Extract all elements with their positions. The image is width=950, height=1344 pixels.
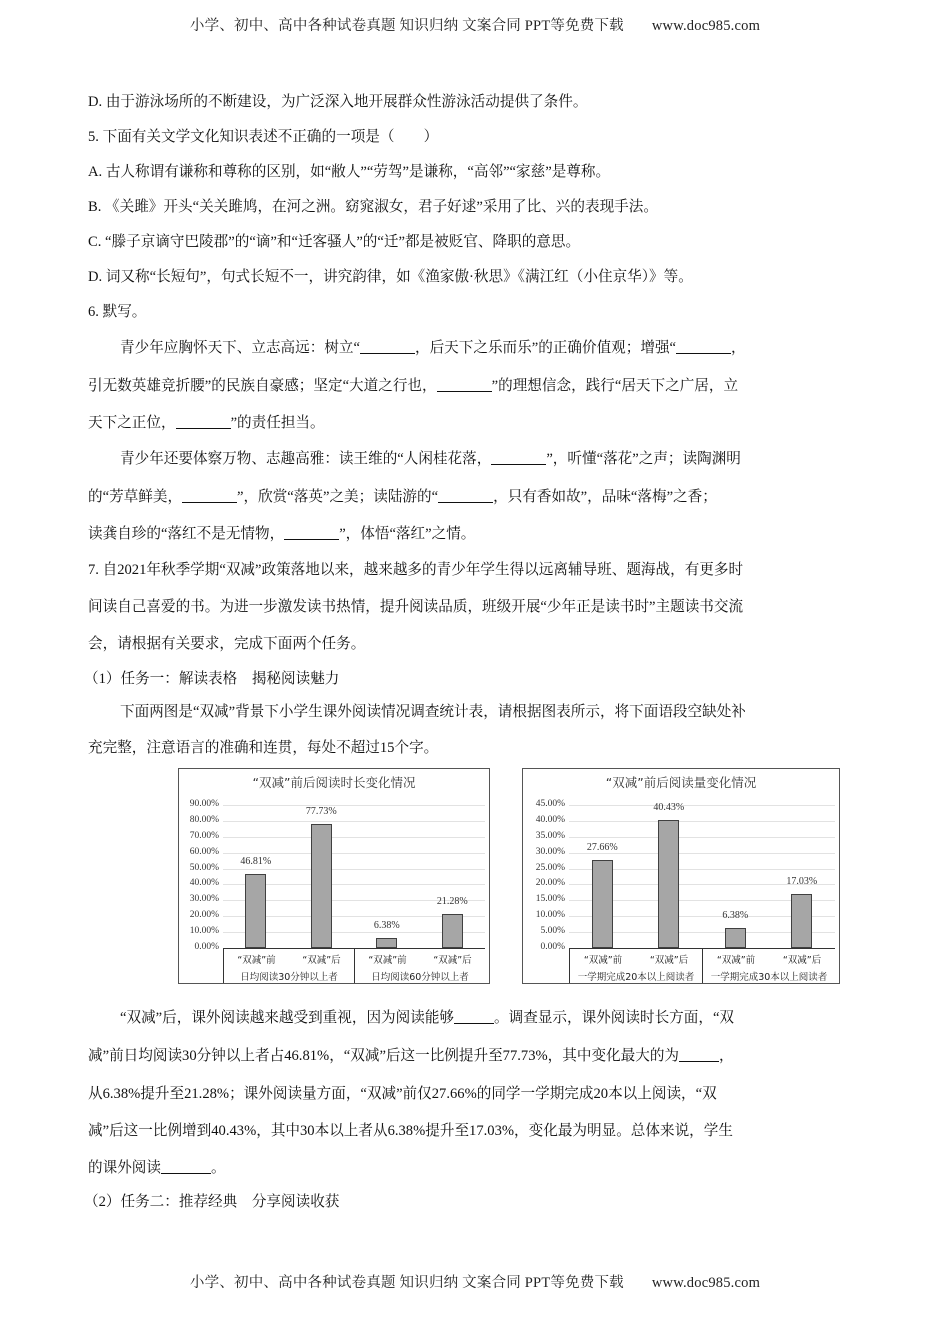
option-d-q4: D. 由于游泳场所的不断建设，为广泛深入地开展群众性游泳活动提供了条件。 <box>88 94 588 110</box>
y-tick-label: 90.00% <box>189 799 219 809</box>
text: 的课外阅读 <box>88 1160 161 1176</box>
bar-value-label: 27.66% <box>586 842 618 854</box>
question-7-line3: 会，请根据有关要求，完成下面两个任务。 <box>88 636 366 652</box>
bar <box>658 820 679 948</box>
task-1-instruction-1: 下面两图是“双减”背景下小学生课外阅读情况调查统计表，请根据图表所示，将下面语段空缺处补 <box>120 704 746 720</box>
footer-url[interactable]: www.doc985.com <box>651 1275 761 1291</box>
footer-text: 小学、初中、高中各种试卷真题 知识归纳 文案合同 PPT等免费下载 <box>189 1275 624 1291</box>
y-tick-label: 20.00% <box>535 878 565 889</box>
fill-blank[interactable] <box>176 413 231 429</box>
q6-p2-line2 <box>88 485 717 506</box>
header-url[interactable]: www.doc985.com <box>651 18 761 34</box>
gridline <box>569 805 835 806</box>
y-tick-label: 40.00% <box>189 878 219 889</box>
y-tick-label: 35.00% <box>535 830 565 841</box>
chart-reading-duration <box>178 768 490 984</box>
q6-p1-line3 <box>88 411 325 432</box>
gridline <box>223 821 485 822</box>
bar-value-label: 21.28% <box>436 896 468 908</box>
text: 的“芳草鲜美， <box>88 489 183 505</box>
gridline <box>223 805 485 806</box>
bar <box>725 928 746 948</box>
option-d-q5: D. 词又称“长短句”，句式长短不一，讲究韵律，如《渔家傲·秋思》《满江红（小住京华）》等。 <box>88 269 693 285</box>
gridline <box>223 869 485 870</box>
q6-p2-line1 <box>120 447 741 468</box>
chart-title: “双减”前后阅读量变化情况 <box>605 775 757 790</box>
text: ， <box>719 1048 734 1064</box>
fill-blank[interactable] <box>284 524 339 540</box>
y-tick-label: 30.00% <box>189 894 219 905</box>
y-tick-label: 20.00% <box>189 910 219 921</box>
fill-blank[interactable] <box>491 449 546 465</box>
text: ， <box>731 340 746 356</box>
text: 。 <box>210 1160 226 1176</box>
q6-p1-line2 <box>88 374 738 395</box>
task-1-instruction-2: 充完整，注意语言的准确和连贯，每处不超过15个字。 <box>88 740 439 756</box>
text: 天下之正位， <box>88 415 176 431</box>
text: ”，体悟“落红”之情。 <box>339 526 476 542</box>
text: ”的责任担当。 <box>230 415 325 431</box>
para-line3: 从6.38%提升至21.28%；课外阅读量方面，“双减”前仅27.66%的同学一学期完成20本以上阅读，“双 <box>88 1086 717 1102</box>
y-tick-label: 40.00% <box>535 814 565 825</box>
gridline <box>569 837 835 838</box>
question-5: 5. 下面有关文学文化知识表述不正确的一项是（ ） <box>88 129 439 145</box>
fill-blank[interactable] <box>161 1158 211 1174</box>
bar <box>376 938 397 948</box>
y-tick-label: 70.00% <box>189 830 219 841</box>
bar-value-label: 46.81% <box>240 855 272 867</box>
para-line5 <box>88 1156 226 1177</box>
y-tick-label: 45.00% <box>535 799 565 809</box>
y-tick-label: 80.00% <box>189 814 219 825</box>
fill-blank[interactable] <box>438 487 493 503</box>
bar-value-label: 77.73% <box>305 806 337 818</box>
y-tick-label: 30.00% <box>535 846 565 857</box>
category-label: “双减”前 <box>368 955 407 966</box>
fill-blank[interactable] <box>454 1008 494 1024</box>
gridline <box>223 853 485 854</box>
bar <box>442 914 463 948</box>
text: ”，听懂“落花”之声；读陶渊明 <box>546 451 741 467</box>
chart-reading-volume <box>522 768 840 984</box>
category-label: “双减”后 <box>782 955 822 966</box>
text: ”，欣赏“落英”之美；读陆游的“ <box>237 489 439 505</box>
category-group <box>355 949 485 983</box>
y-tick-label: 0.00% <box>540 942 565 952</box>
category-label: “双减”后 <box>433 955 472 966</box>
question-7-line1: 7. 自2021年秋季学期“双减”政策落地以来，越来越多的青少年学生得以远离辅导班、题海战，有更多时 <box>88 562 744 578</box>
gridline <box>569 821 835 822</box>
text: 青少年还要体察万物、志趣高雅：读王维的“人闲桂花落， <box>120 451 492 467</box>
group-label: 一学期完成30本以上阅读者 <box>710 972 828 983</box>
task-1-heading: （1）任务一：解读表格 揭秘阅读魅力 <box>84 671 340 687</box>
page-footer <box>0 1271 950 1292</box>
q6-p1-line1 <box>120 336 746 357</box>
page-header <box>0 14 950 35</box>
bar-value-label: 40.43% <box>653 801 685 813</box>
text: 青少年应胸怀天下、立志高远：树立“ <box>120 340 360 356</box>
para-line4: 减”后这一比例增到40.43%，其中30本以上者从6.38%提升至17.03%，变化最为明显。总体来说，学生 <box>88 1123 733 1139</box>
bar <box>592 860 613 948</box>
question-6: 6. 默写。 <box>88 304 147 320</box>
category-label: “双减”后 <box>302 955 341 966</box>
category-group <box>703 949 835 983</box>
bar <box>311 824 332 948</box>
text: 减”前日均阅读30分钟以上者占46.81%，“双减”后这一比例提升至77.73%，其中变化最大的为 <box>88 1048 680 1064</box>
header-text: 小学、初中、高中各种试卷真题 知识归纳 文案合同 PPT等免费下载 <box>189 18 624 34</box>
fill-blank[interactable] <box>360 338 415 354</box>
bar-value-label: 6.38% <box>373 919 400 931</box>
bar-value-label: 17.03% <box>786 875 818 887</box>
option-a-q5: A. 古人称谓有谦称和尊称的区别，如“敝人”“劳驾”是谦称，“高邻”“家慈”是尊称。 <box>88 164 611 180</box>
bar <box>791 894 812 948</box>
chart-title: “双减”前后阅读时长变化情况 <box>252 775 416 790</box>
task-2-heading: （2）任务二：推荐经典 分享阅读收获 <box>84 1194 340 1210</box>
option-c-q5: C. “滕子京谪守巴陵郡”的“谪”和“迁客骚人”的“迁”都是被贬官、降职的意思。 <box>88 234 581 250</box>
fill-blank[interactable] <box>679 1046 719 1062</box>
category-axis <box>223 948 485 983</box>
category-label: “双减”前 <box>716 955 756 966</box>
category-label: “双减”前 <box>237 955 276 966</box>
y-tick-label: 15.00% <box>535 894 565 905</box>
para-line2 <box>88 1044 734 1065</box>
question-7-line2: 间读自己喜爱的书。为进一步激发读书热情，提升阅读品质，班级开展“少年正是读书时”主题读书交流 <box>88 599 744 615</box>
category-label: “双减”后 <box>649 955 689 966</box>
gridline <box>223 837 485 838</box>
category-label: “双减”前 <box>583 955 623 966</box>
y-tick-label: 10.00% <box>535 910 565 921</box>
fill-blank[interactable] <box>437 376 492 392</box>
text: “双减”后，课外阅读越来越受到重视，因为阅读能够 <box>120 1010 455 1026</box>
y-tick-label: 25.00% <box>535 862 565 873</box>
group-label: 一学期完成20本以上阅读者 <box>577 972 695 983</box>
y-tick-label: 5.00% <box>540 926 565 937</box>
text: 读龚自珍的“落红不是无情物， <box>88 526 285 542</box>
category-axis <box>569 948 835 983</box>
y-tick-label: 10.00% <box>189 926 219 937</box>
category-group <box>224 949 355 983</box>
text: 。调查显示，课外阅读时长方面，“双 <box>494 1010 735 1026</box>
group-label: 日均阅读60分钟以上者 <box>371 972 469 983</box>
text: 引无数英雄竞折腰”的民族自豪感；坚定“大道之行也， <box>88 378 437 394</box>
y-tick-label: 50.00% <box>189 862 219 873</box>
text: ”的理想信念，践行“居天下之广居，立 <box>491 378 739 394</box>
text: ，只有香如故”，品味“落梅”之香； <box>493 489 717 505</box>
option-b-q5: B. 《关雎》开头“关关雎鸠，在河之洲。窈窕淑女，君子好逑”采用了比、兴的表现手法。 <box>88 199 658 215</box>
bar <box>245 874 266 948</box>
bar-value-label: 6.38% <box>722 909 749 921</box>
group-label: 日均阅读30分钟以上者 <box>240 972 338 983</box>
fill-blank[interactable] <box>676 338 731 354</box>
y-tick-label: 60.00% <box>189 846 219 857</box>
category-group <box>570 949 703 983</box>
q6-p2-line3 <box>88 522 475 543</box>
para-line1 <box>120 1006 734 1027</box>
fill-blank[interactable] <box>182 487 237 503</box>
text: ，后天下之乐而乐”的正确价值观；增强“ <box>414 340 677 356</box>
y-tick-label: 0.00% <box>194 942 219 952</box>
